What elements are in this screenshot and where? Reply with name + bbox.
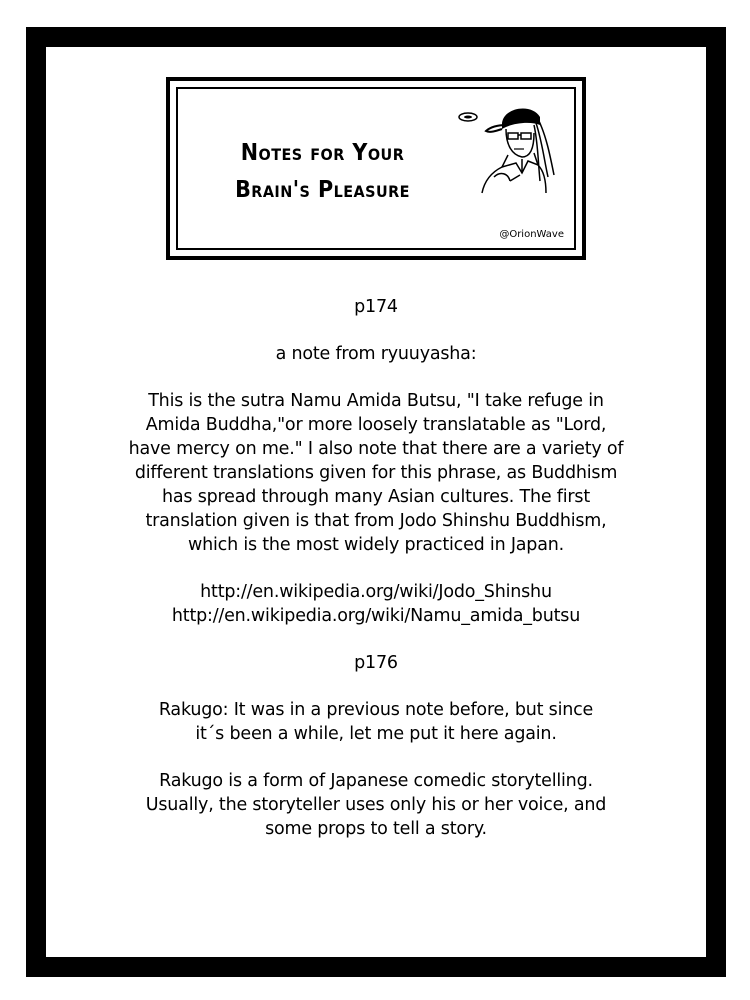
text-line: some props to tell a story. (265, 819, 487, 839)
page-title (228, 135, 417, 209)
text-line: Amida Buddha,"or more loosely translatable as "Lord, (145, 415, 607, 435)
rakugo-definition-paragraph (46, 769, 706, 841)
text-line: Rakugo is a form of Japanese comedic storytelling. (159, 771, 593, 791)
text-line: it´s been a while, let me put it here again. (195, 724, 557, 744)
title-box-inner-border (176, 87, 576, 250)
title-line-1: Notes for Your (240, 140, 405, 166)
rakugo-intro-paragraph (46, 698, 706, 746)
sutra-paragraph (46, 389, 706, 557)
title-line-2: Brain's Pleasure (235, 177, 410, 203)
text-line: different translations given for this phrase, as Buddhism (134, 463, 618, 483)
reference-links (46, 580, 706, 628)
page-content (46, 47, 706, 957)
text-line: has spread through many Asian cultures. The first (162, 487, 590, 507)
text-line: which is the most widely practiced in Japan. (187, 535, 564, 555)
link-namu-amida-butsu: http://en.wikipedia.org/wiki/Namu_amida_butsu (171, 606, 581, 626)
page-label-p174: p174 (354, 297, 398, 317)
text-line: have mercy on me." I also note that there are a variety of (128, 439, 624, 459)
notes-body (46, 295, 706, 864)
text-line: Usually, the storyteller uses only his or her voice, and (145, 795, 607, 815)
sketch-of-person-with-cap-icon (450, 95, 560, 195)
page-label-p176: p176 (354, 653, 398, 673)
note-intro: a note from ryuuyasha: (275, 344, 477, 364)
title-box (166, 77, 586, 260)
link-jodo-shinshu: http://en.wikipedia.org/wiki/Jodo_Shinshu (200, 582, 552, 602)
text-line: This is the sutra Namu Amida Butsu, "I take refuge in (148, 391, 604, 411)
text-line: Rakugo: It was in a previous note before, but since (158, 700, 594, 720)
text-line: translation given is that from Jodo Shinshu Buddhism, (145, 511, 607, 531)
page-border (26, 27, 726, 977)
artist-credit: @OrionWave (499, 229, 564, 240)
